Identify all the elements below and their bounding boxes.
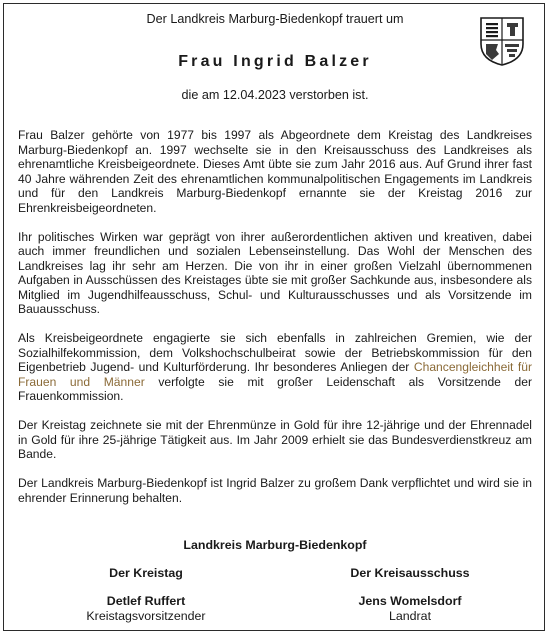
paragraph-committees (18, 331, 532, 404)
signature-title: Landrat (388, 609, 432, 623)
paragraph-gratitude: Der Landkreis Marburg-Biedenkopf ist Ingrid Balzer zu großem Dank verpflichtet und wird sie in ehrender Erinnerung behalten. (18, 476, 532, 505)
notice-intro: Der Landkreis Marburg-Biedenkopf trauert um (146, 12, 404, 26)
paragraph-honours: Der Kreistag zeichnete sie mit der Ehrenmünze in Gold für ihre 12-jährige und der Ehrennadel in Gold für ihre 25-jährige Tätigkeit aus. Im Jahr 2009 erhielt sie das Bundesverdienstkreuz am Bande. (18, 418, 532, 461)
date-of-death: die am 12.04.2023 verstorben ist. (181, 88, 369, 102)
signature-role: Der Kreisausschuss (350, 566, 470, 580)
signature-person: Detlef Ruffert (106, 594, 186, 608)
paragraph-career: Frau Balzer gehörte von 1977 bis 1997 als Abgeordnete dem Kreistag des Landkreises Marburg-Biedenkopf an. 1997 wechselte sie in den Kreisausschuss des Landkreises als ehrenamtliche Kreisbeigeordnete. Dieses Amt übte sie zum Jahr 2016 aus. Auf Grund ihrer fast 40 Jahre währenden Zeit des ehrenamtlichen kommunalpolitischen Engagements im Landkreis und für den Landkreis Marburg-Biedenkopf ernannte sie der Kreistag 2016 zur Ehrenkreisbeigeordneten. (18, 128, 532, 215)
paragraph-committees-start: Als Kreisbeigeordnete engagierte sie sich ebenfalls in zahlreichen Gremien, wie der Sozialhilfekommission, dem Volkshochschulbeirat sowie der Betriebskommission für den Eigenbetrieb Jugend- und Kulturförderung. Ihr besonderes Anliegen der (18, 331, 532, 374)
signing-organization: Landkreis Marburg-Biedenkopf (183, 538, 367, 552)
signature-title: Kreistagsvorsitzender (86, 609, 206, 623)
highlighted-phrase: Chancengleichheit für Frauen und Männer (18, 360, 532, 389)
paragraph-character: Ihr politisches Wirken war geprägt von ihrer außerordentlichen aktiven und kreativen, dabei auch immer freundlichen und sozialen Lebenseinstellung. Das Wohl der Menschen des Landkreises lag ihr sehr am Herzen. Die von ihr in einer großen Vielzahl übernommenen Aufgaben in Ausschüssen des Kreistages übte sie mit großer Sachkunde aus, insbesondere als Mitglied im Jugendhilfeausschuss, Schul- und Kulturausschusses und als Vorsitzende im Bauausschuss. (18, 229, 532, 316)
deceased-name: Frau Ingrid Balzer (178, 53, 372, 70)
signature-person: Jens Womelsdorf (358, 594, 462, 608)
notice-body (18, 128, 532, 520)
paragraph-committees-end: verfolgte sie mit großer Leidenschaft als Vorsitzende der Frauenkommission. (18, 374, 532, 403)
signature-role: Der Kreistag (109, 566, 183, 580)
